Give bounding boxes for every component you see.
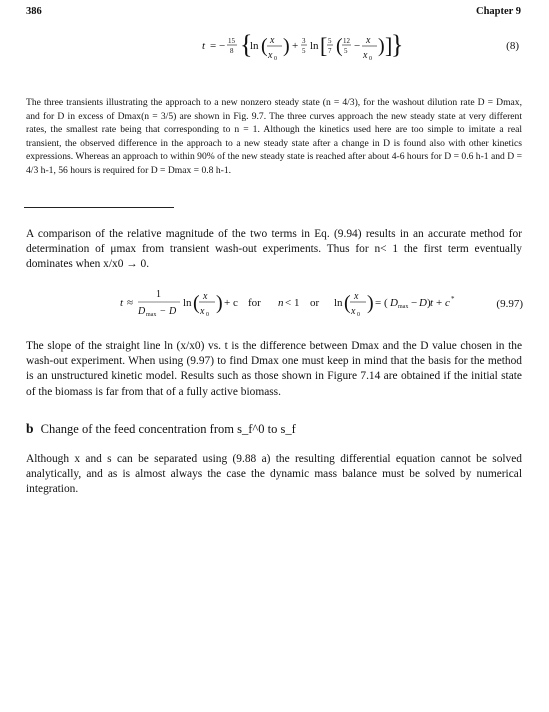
svg-text:−: − [411,297,418,309]
section-title: Change of the feed concentration from s_f^0 to s_f [40,422,296,436]
divider [24,207,174,208]
svg-text:7: 7 [328,47,332,55]
paragraph-comparison: A comparison of the relative magnitude of the two terms in Eq. (9.94) results in an accurate method for determination of μmax from transient wash-out experiments. Thus for n< 1 the first term eventually dominates when x/x0 → 0. [26,228,522,271]
svg-text:+ c: + c [224,297,238,309]
svg-text:(: ( [344,292,351,314]
equation-9-97 [120,282,443,328]
svg-text:): ) [378,35,385,57]
svg-text:(: ( [193,292,200,314]
svg-text:): ) [216,292,223,314]
svg-text:0: 0 [274,56,277,62]
svg-text:5: 5 [344,47,348,55]
svg-text:D: D [419,297,427,309]
svg-text:D: D [169,306,177,317]
svg-text:{: { [240,30,253,59]
svg-text:*: * [451,295,455,303]
svg-text:5: 5 [302,47,306,55]
svg-text:x: x [351,306,356,317]
svg-text:): ) [427,297,431,309]
svg-text:0: 0 [357,312,360,318]
svg-text:5: 5 [328,37,332,45]
svg-text:x: x [366,35,371,46]
svg-text:x: x [200,306,205,317]
svg-text:t: t [430,297,434,309]
svg-text:3: 3 [302,37,306,45]
svg-text:}: } [391,30,404,59]
svg-text:x: x [268,50,273,61]
equation-8-number: (8) [506,40,519,52]
svg-text:ln: ln [183,297,192,309]
svg-text:c: c [445,297,450,309]
svg-text:t: t [202,40,206,52]
svg-text:t: t [120,297,124,309]
svg-text:D: D [138,306,146,317]
svg-text:x: x [363,50,368,61]
svg-text:−: − [354,40,361,52]
page-number: 386 [26,6,42,17]
svg-text:+: + [292,40,299,52]
svg-text:x: x [354,291,359,302]
equation-8 [200,24,404,68]
svg-text:for: for [248,297,261,309]
svg-text:−: − [160,306,166,317]
svg-text:x: x [203,291,208,302]
paragraph-slope: The slope of the straight line ln (x/x0) vs. t is the difference between Dmax and the D value chosen in the wash-out experiment. When using (9.97) to find Dmax one must keep in mind that the basis for the method is an unstructured kinetic model. Results such as those shown in Figure 7.14 are obtained if the initial state of the biomass is far from that of a fully active biomass. [26,340,522,398]
section-heading [26,421,296,437]
svg-text:ln: ln [250,40,259,52]
equation-9-97-tail [430,282,470,328]
equation-9-97-number: (9.97) [496,298,523,310]
svg-text:= (: = ( [375,297,388,309]
svg-text:ln: ln [310,40,319,52]
svg-text:+: + [436,297,443,309]
svg-text:12: 12 [343,37,350,45]
svg-text:(: ( [261,35,268,57]
svg-text:D: D [390,297,398,309]
svg-text:n: n [278,297,284,309]
svg-text:max: max [398,304,409,310]
paragraph-separation: Although x and s can be separated using (9.88 a) the resulting differential equation cannot be solved analytically, and as is almost always the case the dynamic mass balance must be solved by numerical integration. [26,453,522,496]
svg-text:15: 15 [228,37,235,45]
svg-text:≈: ≈ [127,297,134,309]
svg-text:]: ] [385,33,393,58]
svg-text:0: 0 [206,312,209,318]
svg-text:1: 1 [156,289,161,300]
svg-text:or: or [310,297,320,309]
svg-text:[: [ [320,33,328,58]
section-letter: b [26,421,34,436]
svg-text:): ) [367,292,374,314]
figure-caption-paragraph: The three transients illustrating the approach to a new nonzero steady state (n = 4/3), for the washout dilution rate D = Dmax, and for D in excess of Dmax(n = 3/5) are shown in Fig. 9.7. The three curves approach the new steady state at very different rates, the smallest rate being that corresponding to n = 1. Although the kinetics used here are too simple to imitate a real transient, the observed difference in the approach to a new steady state after a change in D is found also with other kinetics expressions. Whereas an approach to within 90% of the new steady state is reached after about 4-6 hours for D = 0.6 h-1 and D = 4/3 h-1, 56 hours is required for D = Dmax = 0.8 h-1. [26,97,522,176]
svg-text:< 1: < 1 [285,297,300,309]
svg-text:0: 0 [369,56,372,62]
svg-text:(: ( [336,35,343,57]
svg-text:= −: = − [210,40,226,52]
svg-text:max: max [146,312,157,318]
svg-text:8: 8 [230,47,234,55]
svg-text:x: x [270,35,275,46]
svg-text:ln: ln [334,297,343,309]
svg-text:): ) [283,35,290,57]
chapter-label: Chapter 9 [475,6,521,17]
